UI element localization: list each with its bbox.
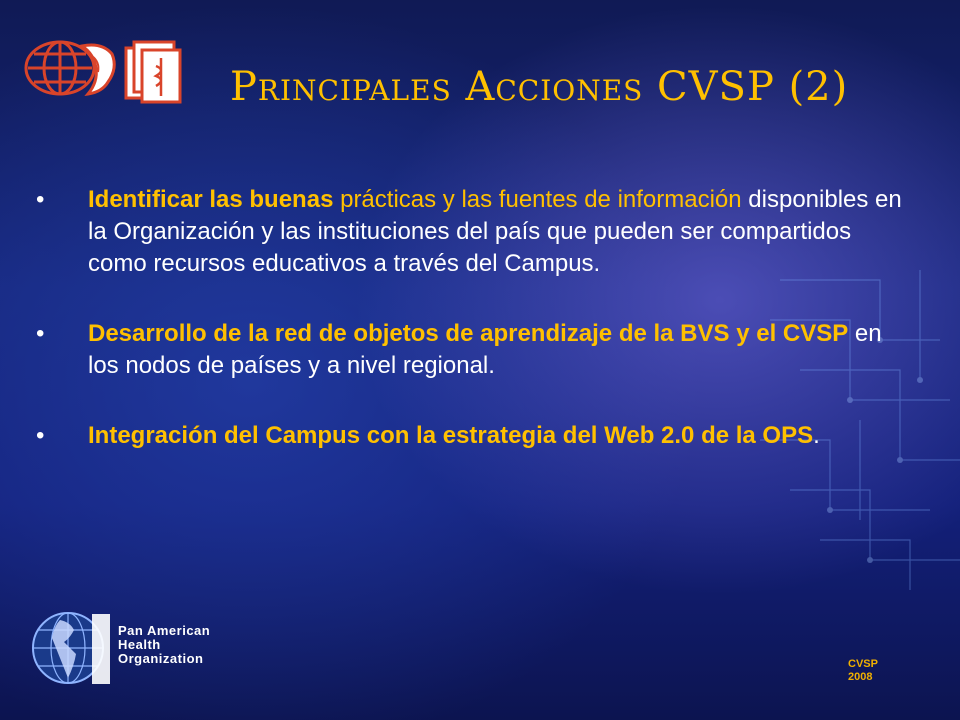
bullet-text: disponibles en la Organización y las instituciones del país que pueden ser compartidos como recursos educativos a través del Campus. bbox=[88, 186, 902, 277]
bullet-marker: • bbox=[36, 186, 45, 213]
bullet-highlight: Desarrollo de la red de objetos de aprendizaje de la BVS y el CVSP bbox=[88, 320, 849, 347]
bullet-item bbox=[36, 318, 916, 382]
bullet-marker: • bbox=[36, 422, 45, 449]
organization-name bbox=[118, 624, 210, 666]
bullet-text: en los nodos de países y a nivel regional. bbox=[88, 320, 882, 379]
bullet-item bbox=[36, 184, 916, 280]
bullet-marker: • bbox=[36, 320, 45, 347]
paho-globe-icon bbox=[30, 608, 112, 688]
organization-name-line: Organization bbox=[118, 651, 204, 666]
bullet-text: . bbox=[813, 422, 820, 449]
footer-code-line: 2008 bbox=[848, 671, 873, 683]
bullet-highlight: Integración del Campus con la estrategia del Web 2.0 de la OPS bbox=[88, 422, 814, 449]
organization-name-line: Health bbox=[118, 637, 161, 652]
cvsp-logo-icon bbox=[22, 38, 184, 104]
slide-title: Principales Acciones CVSP (2) bbox=[230, 64, 849, 110]
bullet-highlight: prácticas y las fuentes de información bbox=[333, 186, 742, 213]
organization-name-line: Pan American bbox=[118, 623, 211, 638]
bullet-list bbox=[36, 184, 916, 490]
bullet-item bbox=[36, 420, 916, 452]
footer-code bbox=[848, 658, 878, 684]
footer-code-line: CVSP bbox=[848, 658, 878, 670]
bullet-highlight: Identificar las buenas bbox=[88, 186, 334, 213]
